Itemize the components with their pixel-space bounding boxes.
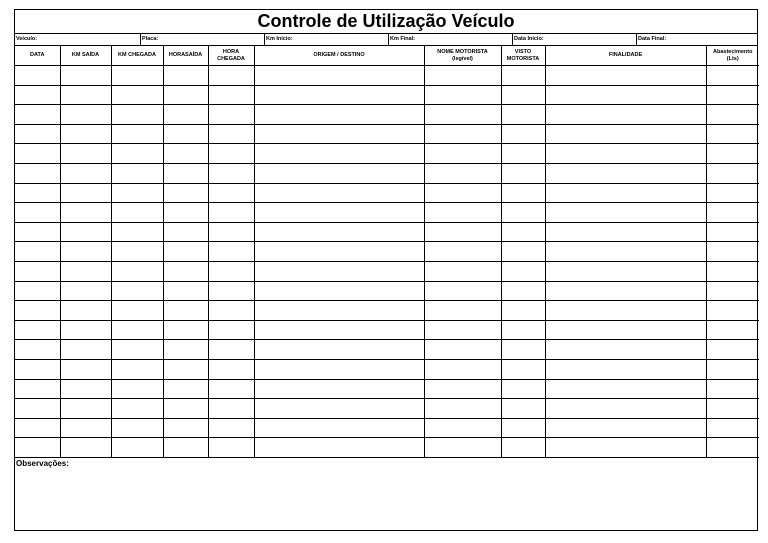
table-cell[interactable] [424, 242, 501, 262]
table-cell[interactable] [163, 261, 208, 281]
table-cell[interactable] [60, 418, 111, 438]
plate-field[interactable]: Placa: [140, 34, 264, 45]
table-cell[interactable] [15, 66, 60, 86]
vehicle-usage-form [14, 9, 758, 531]
table-cell[interactable] [111, 379, 163, 399]
table-cell[interactable] [111, 163, 163, 183]
table-cell[interactable] [111, 105, 163, 125]
table-cell[interactable] [111, 222, 163, 242]
table-cell[interactable] [501, 340, 545, 360]
table-cell[interactable] [545, 438, 706, 458]
table-cell[interactable] [501, 105, 545, 125]
table-cell[interactable] [111, 320, 163, 340]
table-cell[interactable] [254, 359, 424, 379]
table-cell[interactable] [15, 261, 60, 281]
table-cell[interactable] [163, 66, 208, 86]
km-end-field[interactable]: Km Final: [388, 34, 512, 45]
vehicle-info-row [15, 34, 757, 46]
table-cell[interactable] [111, 85, 163, 105]
table-cell[interactable] [545, 242, 706, 262]
table-cell[interactable] [501, 66, 545, 86]
table-cell[interactable] [706, 124, 759, 144]
table-cell[interactable] [60, 438, 111, 458]
table-cell[interactable] [60, 183, 111, 203]
table-cell[interactable] [15, 438, 60, 458]
observations-section[interactable] [15, 458, 757, 524]
table-cell[interactable] [501, 418, 545, 438]
table-cell[interactable] [15, 320, 60, 340]
table-row [15, 379, 759, 399]
table-cell[interactable] [545, 281, 706, 301]
vehicle-field[interactable]: Veículo: [16, 36, 38, 42]
table-cell[interactable] [60, 85, 111, 105]
table-cell[interactable] [706, 438, 759, 458]
table-cell[interactable] [60, 144, 111, 164]
table-cell[interactable] [545, 85, 706, 105]
table-cell[interactable] [15, 222, 60, 242]
table-cell[interactable] [208, 124, 254, 144]
table-cell[interactable] [163, 418, 208, 438]
table-cell[interactable] [208, 379, 254, 399]
column-header-date: DATA [15, 46, 60, 66]
table-cell[interactable] [60, 66, 111, 86]
table-row [15, 203, 759, 223]
table-cell[interactable] [501, 301, 545, 321]
table-cell[interactable] [254, 281, 424, 301]
table-cell[interactable] [111, 281, 163, 301]
table-cell[interactable] [545, 203, 706, 223]
table-cell[interactable] [254, 438, 424, 458]
table-cell[interactable] [208, 85, 254, 105]
table-cell[interactable] [254, 203, 424, 223]
table-cell[interactable] [501, 222, 545, 242]
table-cell[interactable] [60, 320, 111, 340]
table-cell[interactable] [706, 222, 759, 242]
table-cell[interactable] [501, 144, 545, 164]
table-cell[interactable] [15, 379, 60, 399]
table-cell[interactable] [545, 379, 706, 399]
table-cell[interactable] [208, 163, 254, 183]
table-cell[interactable] [706, 340, 759, 360]
table-cell[interactable] [163, 183, 208, 203]
table-cell[interactable] [60, 163, 111, 183]
table-cell[interactable] [60, 242, 111, 262]
table-cell[interactable] [111, 340, 163, 360]
table-cell[interactable] [706, 105, 759, 125]
form-title: Controle de Utilização Veículo [15, 10, 757, 34]
table-row [15, 242, 759, 262]
table-cell[interactable] [501, 183, 545, 203]
table-cell[interactable] [254, 105, 424, 125]
table-cell[interactable] [706, 261, 759, 281]
table-cell[interactable] [208, 66, 254, 86]
table-cell[interactable] [706, 399, 759, 419]
table-cell[interactable] [60, 105, 111, 125]
column-header-km-arrival: KM CHEGADA [111, 46, 163, 66]
table-cell[interactable] [545, 399, 706, 419]
table-cell[interactable] [111, 144, 163, 164]
table-row [15, 438, 759, 458]
table-cell[interactable] [208, 320, 254, 340]
table-cell[interactable] [208, 144, 254, 164]
table-cell[interactable] [706, 144, 759, 164]
table-cell[interactable] [545, 144, 706, 164]
table-cell[interactable] [15, 242, 60, 262]
table-row [15, 320, 759, 340]
table-row [15, 105, 759, 125]
table-cell[interactable] [111, 203, 163, 223]
table-cell[interactable] [60, 359, 111, 379]
table-cell[interactable] [15, 105, 60, 125]
table-cell[interactable] [254, 340, 424, 360]
table-cell[interactable] [208, 359, 254, 379]
table-cell[interactable] [254, 261, 424, 281]
table-cell[interactable] [111, 359, 163, 379]
table-cell[interactable] [60, 222, 111, 242]
table-cell[interactable] [424, 379, 501, 399]
table-cell[interactable] [501, 320, 545, 340]
table-cell[interactable] [501, 163, 545, 183]
table-row [15, 418, 759, 438]
table-cell[interactable] [254, 399, 424, 419]
table-cell[interactable] [254, 144, 424, 164]
table-cell[interactable] [545, 340, 706, 360]
table-cell[interactable] [706, 281, 759, 301]
table-cell[interactable] [60, 261, 111, 281]
end-date-field[interactable]: Data Final: [636, 34, 759, 45]
table-cell[interactable] [163, 85, 208, 105]
table-row [15, 163, 759, 183]
table-cell[interactable] [501, 438, 545, 458]
table-cell[interactable] [501, 85, 545, 105]
table-cell[interactable] [424, 301, 501, 321]
table-cell[interactable] [15, 144, 60, 164]
table-cell[interactable] [424, 359, 501, 379]
usage-log-table [15, 46, 759, 458]
table-cell[interactable] [60, 281, 111, 301]
table-cell[interactable] [208, 281, 254, 301]
table-cell[interactable] [15, 418, 60, 438]
table-cell[interactable] [15, 183, 60, 203]
table-cell[interactable] [545, 66, 706, 86]
table-cell[interactable] [60, 124, 111, 144]
table-row [15, 124, 759, 144]
table-row [15, 281, 759, 301]
table-cell[interactable] [254, 163, 424, 183]
table-cell[interactable] [254, 124, 424, 144]
table-cell[interactable] [424, 144, 501, 164]
table-cell[interactable] [501, 379, 545, 399]
table-cell[interactable] [163, 144, 208, 164]
table-cell[interactable] [424, 320, 501, 340]
table-cell[interactable] [545, 261, 706, 281]
table-cell[interactable] [254, 183, 424, 203]
table-cell[interactable] [163, 320, 208, 340]
start-date-field[interactable]: Data Início: [512, 34, 636, 45]
table-cell[interactable] [706, 242, 759, 262]
table-cell[interactable] [111, 183, 163, 203]
table-row [15, 222, 759, 242]
table-cell[interactable] [545, 163, 706, 183]
table-cell[interactable] [60, 399, 111, 419]
table-cell[interactable] [545, 359, 706, 379]
table-cell[interactable] [111, 261, 163, 281]
table-cell[interactable] [208, 222, 254, 242]
column-header-origin-destination: ORIGEM / DESTINO [254, 46, 424, 66]
table-cell[interactable] [15, 124, 60, 144]
table-cell[interactable] [15, 359, 60, 379]
table-cell[interactable] [706, 183, 759, 203]
table-cell[interactable] [706, 418, 759, 438]
table-cell[interactable] [501, 359, 545, 379]
table-cell[interactable] [208, 261, 254, 281]
table-cell[interactable] [111, 301, 163, 321]
table-cell[interactable] [545, 320, 706, 340]
table-cell[interactable] [424, 438, 501, 458]
table-cell[interactable] [545, 222, 706, 242]
table-cell[interactable] [254, 66, 424, 86]
table-cell[interactable] [163, 242, 208, 262]
table-cell[interactable] [424, 418, 501, 438]
table-cell[interactable] [254, 222, 424, 242]
table-cell[interactable] [208, 399, 254, 419]
table-cell[interactable] [706, 379, 759, 399]
table-cell[interactable] [60, 203, 111, 223]
table-cell[interactable] [545, 124, 706, 144]
table-cell[interactable] [424, 66, 501, 86]
table-cell[interactable] [545, 301, 706, 321]
table-cell[interactable] [706, 66, 759, 86]
table-cell[interactable] [501, 124, 545, 144]
table-row [15, 261, 759, 281]
table-cell[interactable] [111, 399, 163, 419]
table-cell[interactable] [424, 340, 501, 360]
table-cell[interactable] [15, 281, 60, 301]
table-cell[interactable] [424, 203, 501, 223]
table-cell[interactable] [163, 301, 208, 321]
table-cell[interactable] [424, 124, 501, 144]
table-cell[interactable] [706, 301, 759, 321]
table-cell[interactable] [424, 85, 501, 105]
table-cell[interactable] [163, 222, 208, 242]
table-body [15, 66, 759, 458]
table-cell[interactable] [501, 242, 545, 262]
table-cell[interactable] [501, 399, 545, 419]
table-cell[interactable] [208, 301, 254, 321]
table-cell[interactable] [424, 281, 501, 301]
table-row [15, 359, 759, 379]
table-cell[interactable] [111, 438, 163, 458]
column-header-driver-signature: VISTO MOTORISTA [501, 46, 545, 66]
table-cell[interactable] [706, 320, 759, 340]
table-cell[interactable] [424, 222, 501, 242]
table-cell[interactable] [163, 438, 208, 458]
table-cell[interactable] [60, 301, 111, 321]
observations-label: Observações: [16, 458, 69, 468]
table-cell[interactable] [163, 379, 208, 399]
table-cell[interactable] [424, 399, 501, 419]
table-cell[interactable] [163, 105, 208, 125]
column-header-driver-name: NOME MOTORISTA (legível) [424, 46, 501, 66]
table-cell[interactable] [208, 242, 254, 262]
km-start-field[interactable]: Km Início: [264, 34, 388, 45]
table-cell[interactable] [254, 301, 424, 321]
table-cell[interactable] [545, 183, 706, 203]
table-cell[interactable] [163, 359, 208, 379]
table-cell[interactable] [15, 340, 60, 360]
table-cell[interactable] [163, 281, 208, 301]
table-cell[interactable] [501, 203, 545, 223]
table-cell[interactable] [208, 418, 254, 438]
table-cell[interactable] [111, 418, 163, 438]
table-cell[interactable] [501, 261, 545, 281]
table-row [15, 144, 759, 164]
table-row [15, 301, 759, 321]
table-cell[interactable] [254, 379, 424, 399]
table-row [15, 183, 759, 203]
table-cell[interactable] [254, 85, 424, 105]
table-cell[interactable] [545, 418, 706, 438]
table-cell[interactable] [60, 379, 111, 399]
table-cell[interactable] [706, 203, 759, 223]
table-cell[interactable] [163, 163, 208, 183]
table-row [15, 85, 759, 105]
column-header-purpose: FINALIDADE [545, 46, 706, 66]
table-cell[interactable] [60, 340, 111, 360]
table-cell[interactable] [545, 105, 706, 125]
table-cell[interactable] [163, 124, 208, 144]
table-cell[interactable] [15, 301, 60, 321]
table-cell[interactable] [424, 105, 501, 125]
table-cell[interactable] [111, 124, 163, 144]
table-cell[interactable] [424, 163, 501, 183]
table-cell[interactable] [15, 85, 60, 105]
table-cell[interactable] [706, 359, 759, 379]
column-header-departure-time: HORASAÍDA [163, 46, 208, 66]
table-cell[interactable] [15, 163, 60, 183]
table-cell[interactable] [254, 242, 424, 262]
table-cell[interactable] [254, 320, 424, 340]
table-cell[interactable] [254, 418, 424, 438]
table-cell[interactable] [208, 438, 254, 458]
table-row [15, 66, 759, 86]
table-row [15, 340, 759, 360]
header-row [15, 46, 759, 66]
table-cell[interactable] [111, 242, 163, 262]
table-cell[interactable] [208, 183, 254, 203]
table-cell[interactable] [706, 85, 759, 105]
table-cell[interactable] [424, 261, 501, 281]
table-cell[interactable] [15, 203, 60, 223]
table-cell[interactable] [706, 163, 759, 183]
table-cell[interactable] [163, 399, 208, 419]
table-cell[interactable] [208, 203, 254, 223]
table-cell[interactable] [208, 105, 254, 125]
table-row [15, 399, 759, 419]
table-cell[interactable] [424, 183, 501, 203]
column-header-km-departure: KM SAÍDA [60, 46, 111, 66]
table-cell[interactable] [15, 399, 60, 419]
column-header-arrival-time: HORA CHEGADA [208, 46, 254, 66]
table-cell[interactable] [111, 66, 163, 86]
table-cell[interactable] [501, 281, 545, 301]
table-cell[interactable] [163, 203, 208, 223]
table-cell[interactable] [208, 340, 254, 360]
table-cell[interactable] [163, 340, 208, 360]
column-header-fuel: Abastecimento (Lts) [706, 46, 759, 66]
